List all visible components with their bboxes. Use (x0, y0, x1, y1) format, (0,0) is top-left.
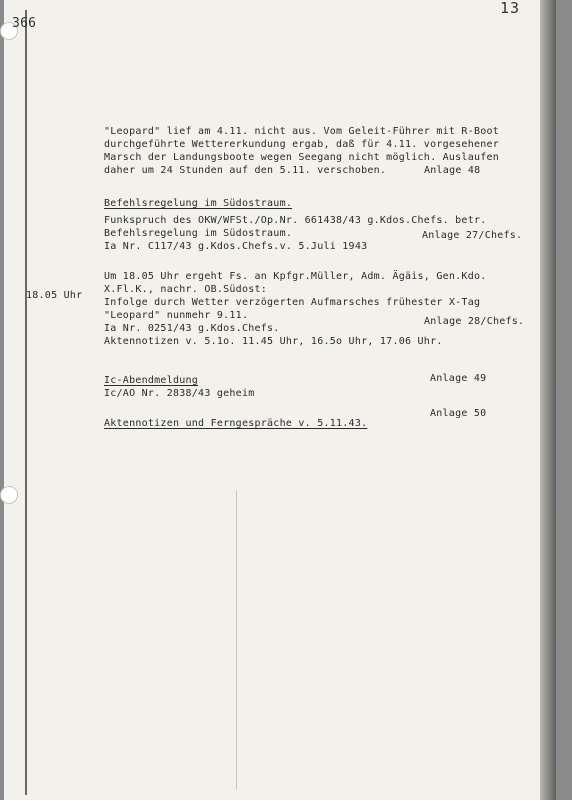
annex-28: Anlage 28/Chefs. (424, 316, 525, 327)
corner-number: 366 (12, 16, 37, 31)
befehl-line-1: Funkspruch des OKW/WFSt./Op.Nr. 661438/43 g.Kdos.Chefs. betr. (104, 215, 487, 226)
time-label: 18.05 Uhr (26, 290, 83, 301)
befehl-line-2: Befehlsregelung im Südostraum. (104, 228, 293, 239)
leopard-line-4: daher um 24 Stunden auf den 5.11. verschoben. (104, 165, 387, 176)
uhr-line-3: Infolge durch Wetter verzögerten Aufmarsches frühester X-Tag (104, 297, 481, 308)
uhr-line-2: X.Fl.K., nachr. OB.Südost: (104, 284, 268, 295)
uhr-line-1: Um 18.05 Uhr ergeht Fs. an Kpfgr.Müller, Adm. Ägäis, Gen.Kdo. (104, 271, 487, 282)
akten-heading: Aktennotizen und Ferngespräche v. 5.11.43. (104, 418, 368, 429)
uhr-line-4: "Leopard" nunmehr 9.11. (104, 310, 249, 321)
page-number: 13 (500, 0, 521, 17)
margin-line (25, 10, 27, 795)
annex-27: Anlage 27/Chefs. (422, 230, 523, 241)
leopard-line-1: "Leopard" lief am 4.11. nicht aus. Vom Geleit-Führer mit R-Boot (104, 126, 500, 137)
document-page (4, 0, 556, 800)
leopard-line-3: Marsch der Landungsboote wegen Seegang nicht möglich. Auslaufen (104, 152, 500, 163)
befehl-line-3: Ia Nr. C117/43 g.Kdos.Chefs.v. 5.Juli 1943 (104, 241, 368, 252)
punch-hole-middle (0, 486, 18, 504)
annex-50: Anlage 50 (430, 408, 487, 419)
leopard-line-2: durchgeführte Wettererkundung ergab, daß für 4.11. vorgesehener (104, 139, 500, 150)
ic-heading: Ic-Abendmeldung (104, 375, 199, 386)
ic-line: Ic/AO Nr. 2838/43 geheim (104, 388, 255, 399)
page-crease (236, 490, 237, 790)
uhr-line-6: Aktennotizen v. 5.1o. 11.45 Uhr, 16.5o Uhr, 17.06 Uhr. (104, 336, 443, 347)
befehl-heading: Befehlsregelung im Südostraum. (104, 198, 293, 209)
annex-48: Anlage 48 (424, 165, 481, 176)
annex-49: Anlage 49 (430, 373, 487, 384)
page-edge-shadow (540, 0, 556, 800)
uhr-line-5: Ia Nr. 0251/43 g.Kdos.Chefs. (104, 323, 280, 334)
